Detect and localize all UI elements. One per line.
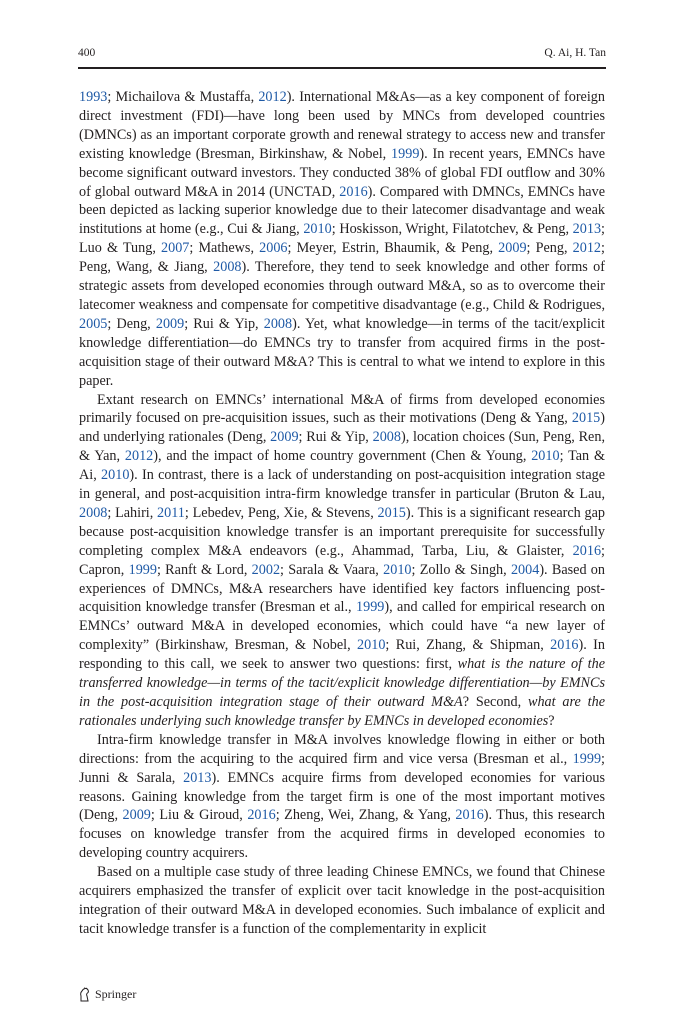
paragraph-text: ). This is a significant research gap because post-acquisition knowledge transfer is an important prerequisite for successfully completing complex M&A endeavors (e.g., Ahammad, Tarba, Liu, & Glaister,: [79, 504, 606, 559]
body-paragraph: [79, 88, 605, 391]
paragraph-text: ; Sarala & Vaara,: [280, 561, 384, 578]
citation-link[interactable]: 1999: [356, 599, 385, 616]
citation-link[interactable]: 2010: [357, 637, 386, 654]
citation-link[interactable]: 2008: [263, 315, 293, 332]
paragraph-text: ? Second,: [462, 694, 528, 710]
citation-link[interactable]: 2009: [270, 429, 299, 446]
citation-link[interactable]: 2016: [339, 183, 368, 200]
paragraph-text: ; Rui & Yip,: [184, 315, 264, 332]
paragraph-text: Intra-firm knowledge transfer in M&A involves knowledge flowing in either or both directions: from the acquiring to the acquired firm and vice versa (Bresman et al.,: [79, 731, 605, 767]
paragraph-text: ; Peng, Wang, & Jiang,: [79, 240, 605, 276]
paragraph-text: ; Michailova & Mustaffa,: [107, 89, 259, 105]
paragraph-text: ). In contrast, there is a lack of understanding on post-acquisition integration stage in general, and post-acquisition intra-firm knowledge transfer in particular (Bruton & Lau,: [79, 467, 606, 503]
citation-link[interactable]: 2011: [157, 504, 185, 521]
citation-link[interactable]: 2008: [372, 429, 401, 446]
paragraph-text: ). Based on experiences of DMNCs, M&A researchers have identified key factors influencing post-acquisition knowledge transfer (Bresman et al.,: [79, 561, 605, 616]
citation-link[interactable]: 2009: [122, 807, 151, 824]
paragraph-text: ). Compared with DMNCs, EMNCs have been depicted as lacking superior knowledge due to their latecomer disadvantage and weak institutions at home (e.g., Cui & Jiang,: [79, 183, 605, 238]
citation-link[interactable]: 2012: [258, 89, 287, 105]
paragraph-text: ). Therefore, they tend to seek knowledge and other forms of strategic assets from developed economies through outward M&A, so as to overcome their latecomer weakness and compensate for competitive disadvantage (e.g., Child & Rodrigues,: [79, 259, 605, 313]
citation-link[interactable]: 2009: [155, 315, 185, 332]
paragraph-text: ; Capron,: [79, 542, 605, 578]
citation-link[interactable]: 2016: [572, 542, 602, 559]
paragraph-text: ). In responding to this call, we seek to answer two questions: first,: [79, 637, 605, 673]
paragraph-text: Extant research on EMNCs’ international M&A of firms from developed economies primarily focused on pre-acquisition issues, such as their motivations (Deng & Yang,: [79, 391, 605, 427]
footer: [78, 985, 136, 1003]
body-text: [79, 88, 605, 939]
paragraph-text: ; Rui, Zhang, & Shipman,: [385, 637, 551, 654]
paragraph-text: ). In recent years, EMNCs have become significant outward investors. They conducted 38% of global FDI outflow and 30% of global outward M&A in 2014 (UNCTAD,: [79, 145, 605, 200]
citation-link[interactable]: 2010: [531, 448, 560, 465]
citation-link[interactable]: 2016: [247, 807, 276, 824]
paragraph-text: ?: [548, 712, 555, 729]
citation-link[interactable]: 2010: [383, 561, 412, 578]
paragraph-text: ; Deng,: [107, 315, 156, 332]
paragraph-text: ; Mathews,: [189, 240, 260, 257]
citation-link[interactable]: 2002: [251, 561, 281, 578]
citation-link[interactable]: 2016: [550, 637, 579, 654]
springer-horse-icon: [78, 987, 91, 1002]
paragraph-text: ; Luo & Tung,: [79, 221, 605, 257]
paragraph-text: ). International M&As—as a key component of foreign direct investment (FDI)—have long been used by MNCs from developed countries (DMNCs) as an important corporate growth and renewal strategy to access new and transfer existing knowledge (Bresman, Birkinshaw, & Nobel,: [79, 89, 605, 162]
paragraph-text: ; Lebedev, Peng, Xie, & Stevens,: [184, 504, 378, 521]
paragraph-text: ), and called for empirical research on EMNCs’ outward M&A in developed economies, which could have “a new layer of complexity” (Birkinshaw, Bresman, & Nobel,: [79, 599, 605, 654]
page-number: 400: [78, 47, 96, 59]
citation-link[interactable]: 2013: [572, 221, 602, 238]
citation-link[interactable]: 1999: [128, 561, 157, 578]
citation-link[interactable]: 2012: [572, 240, 602, 257]
body-paragraph: [79, 391, 605, 731]
citation-link[interactable]: 1999: [572, 750, 602, 767]
paragraph-text: ; Junni & Sarala,: [79, 750, 605, 786]
paragraph-text: ; Peng,: [526, 240, 573, 257]
citation-link[interactable]: 2015: [377, 504, 406, 521]
citation-link[interactable]: 2005: [79, 315, 108, 332]
citation-link[interactable]: 2006: [259, 240, 288, 257]
header-rule: [78, 67, 606, 69]
body-paragraph: [79, 863, 605, 939]
citation-link[interactable]: 2010: [101, 467, 130, 484]
citation-link[interactable]: 2009: [498, 240, 527, 257]
paragraph-text: ). Thus, this research focuses on knowledge transfer from the acquired firms in developed economies to developing country acquirers.: [79, 807, 605, 862]
paragraph-text: ; Zollo & Singh,: [411, 561, 511, 578]
research-question-text: what is the nature of the transferred knowledge—in terms of the tacit/explicit knowledge differentiation—by EMNCs in the post-acquisition integration stage of their outward M&A: [79, 656, 605, 710]
citation-link[interactable]: 2004: [510, 561, 540, 578]
citation-link[interactable]: 2008: [79, 504, 108, 521]
citation-link[interactable]: 2015: [571, 410, 601, 427]
citation-link[interactable]: 2007: [161, 240, 190, 257]
citation-link[interactable]: 2008: [213, 259, 242, 276]
running-header: [78, 47, 606, 67]
paragraph-text: ; Lahiri,: [107, 504, 158, 521]
paragraph-text: Based on a multiple case study of three leading Chinese EMNCs, we found that Chinese acquirers emphasized the transfer of explicit over tacit knowledge in the post-acquisition integration of their outward M&A in developed economies. Such imbalance of explicit and tacit knowledge transfer is a function of the complementarity in explicit: [79, 864, 605, 937]
paragraph-text: ; Zheng, Wei, Zhang, & Yang,: [275, 807, 456, 824]
paragraph-text: ; Rui & Yip,: [298, 429, 373, 446]
citation-link[interactable]: 2016: [455, 807, 484, 824]
running-head-authors: Q. Ai, H. Tan: [544, 47, 606, 59]
paragraph-text: ). Yet, what knowledge—in terms of the tacit/explicit knowledge differentiation—do EMNCs try to transfer from acquired firms in the post-acquisition stage of their outward M&A? This is central to what we intend to explore in this paper.: [79, 315, 605, 389]
paragraph-text: ; Ranft & Lord,: [156, 561, 252, 578]
paragraph-text: ), location choices (Sun, Peng, Ren, & Yan,: [79, 429, 605, 465]
citation-link[interactable]: 2012: [124, 448, 154, 465]
paragraph-text: ; Liu & Giroud,: [150, 807, 248, 824]
paragraph-text: ). EMNCs acquire firms from developed economies for various reasons. Gaining knowledge from the target firm is one of the most important motives (Deng,: [79, 769, 605, 824]
paragraph-text: ; Hoskisson, Wright, Filatotchev, & Peng,: [331, 221, 573, 238]
publisher-name: Springer: [95, 986, 137, 1001]
citation-link[interactable]: 1999: [391, 145, 420, 162]
paragraph-text: ), and the impact of home country government (Chen & Young,: [153, 448, 532, 465]
paragraph-text: ) and underlying rationales (Deng,: [79, 410, 605, 446]
citation-link[interactable]: 1993: [79, 89, 108, 105]
citation-link[interactable]: 2010: [303, 221, 332, 238]
paragraph-text: ; Tan & Ai,: [79, 448, 605, 484]
citation-link[interactable]: 2013: [183, 769, 212, 786]
paragraph-text: ; Meyer, Estrin, Bhaumik, & Peng,: [287, 240, 499, 257]
body-paragraph: [79, 731, 605, 863]
research-question-text: what are the rationales underlying such knowledge transfer by EMNCs in developed economies: [79, 694, 605, 729]
